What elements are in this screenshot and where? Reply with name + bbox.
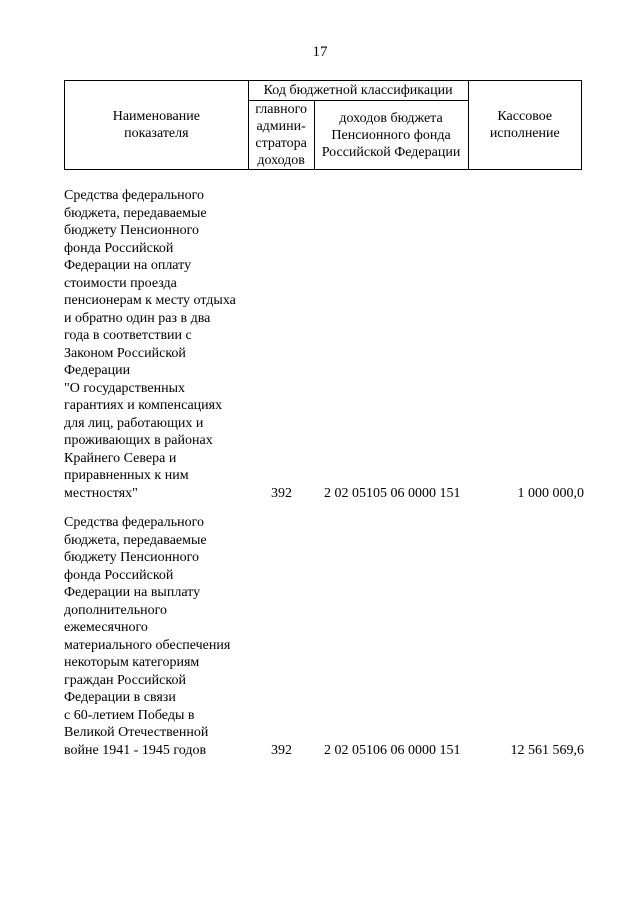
income-code-cell: 2 02 05106 06 0000 151 xyxy=(324,742,461,758)
row-description xyxy=(64,514,254,759)
description-line: гарантиях и компенсациях xyxy=(64,398,223,413)
description-line: Средства федерального xyxy=(64,515,204,530)
description-line: бюджета, передаваемые xyxy=(64,532,207,548)
description-line: с 60-летием Победы в xyxy=(64,707,195,723)
header-admin-column xyxy=(248,101,314,170)
description-line: дополнительного xyxy=(64,602,167,618)
description-line: Крайнего Севера и xyxy=(64,450,177,466)
description-line: материального обеспечения xyxy=(64,637,231,653)
page-number: 17 xyxy=(312,44,328,60)
header-name-line: показателя xyxy=(124,126,189,141)
row-description xyxy=(64,187,254,502)
amount-cell: 1 000 000,0 xyxy=(517,485,584,501)
header-exec-column xyxy=(468,81,581,170)
description-line: "О государственных xyxy=(64,380,186,396)
description-line: Федерации на оплату xyxy=(64,258,192,273)
header-income-line: Российской Федерации xyxy=(321,144,461,160)
description-line: приравненных к ним xyxy=(64,468,189,483)
header-exec-line: исполнение xyxy=(489,126,560,141)
income-code-cell: 2 02 05105 06 0000 151 xyxy=(324,485,461,501)
header-admin-line: стратора xyxy=(255,136,307,151)
description-line: фонда Российской xyxy=(64,240,174,256)
description-line: граждан Российской xyxy=(64,672,186,688)
table-header xyxy=(64,80,582,170)
description-line: и обратно один раз в два xyxy=(64,310,211,326)
table-row xyxy=(64,514,584,759)
admin-code-cell: 392 xyxy=(271,485,292,501)
header-code-group: Код бюджетной классификации xyxy=(248,81,468,101)
header-name-column xyxy=(65,81,249,170)
description-line: фонда Российской xyxy=(64,567,174,583)
header-admin-line: админи- xyxy=(256,119,306,134)
admin-code-cell: 392 xyxy=(271,742,292,758)
description-line: местностях" xyxy=(64,485,138,501)
description-line: Федерации на выплату xyxy=(64,585,201,600)
description-line: проживающих в районах xyxy=(64,433,213,448)
amount-cell: 12 561 569,6 xyxy=(510,742,584,758)
description-line: стоимости проезда xyxy=(64,275,177,291)
header-income-column xyxy=(314,101,468,170)
description-line: ежемесячного xyxy=(64,620,148,635)
table-row xyxy=(64,187,584,502)
header-exec-line: Кассовое xyxy=(497,109,553,124)
description-line: Федерации xyxy=(64,363,131,378)
header-admin-line: главного xyxy=(255,102,307,117)
header-admin-line: доходов xyxy=(257,153,305,168)
description-line: Законом Российской xyxy=(64,345,186,361)
description-line: бюджету Пенсионного xyxy=(64,550,200,565)
description-line: для лиц, работающих и xyxy=(64,415,204,431)
header-name-line: Наименование xyxy=(112,109,200,124)
description-line: бюджета, передаваемые xyxy=(64,205,207,221)
description-line: бюджету Пенсионного xyxy=(64,223,200,238)
description-line: Средства федерального xyxy=(64,188,204,203)
description-line: Федерации в связи xyxy=(64,690,176,705)
header-income-line: Пенсионного фонда xyxy=(331,127,451,143)
description-line: года в соответствии с xyxy=(64,328,192,343)
description-line: некоторым категориям xyxy=(64,655,200,670)
header-income-line: доходов бюджета xyxy=(339,110,443,126)
description-line: Великой Отечественной xyxy=(64,725,209,740)
description-line: пенсионерам к месту отдыха xyxy=(64,293,236,308)
description-line: войне 1941 - 1945 годов xyxy=(64,742,207,758)
